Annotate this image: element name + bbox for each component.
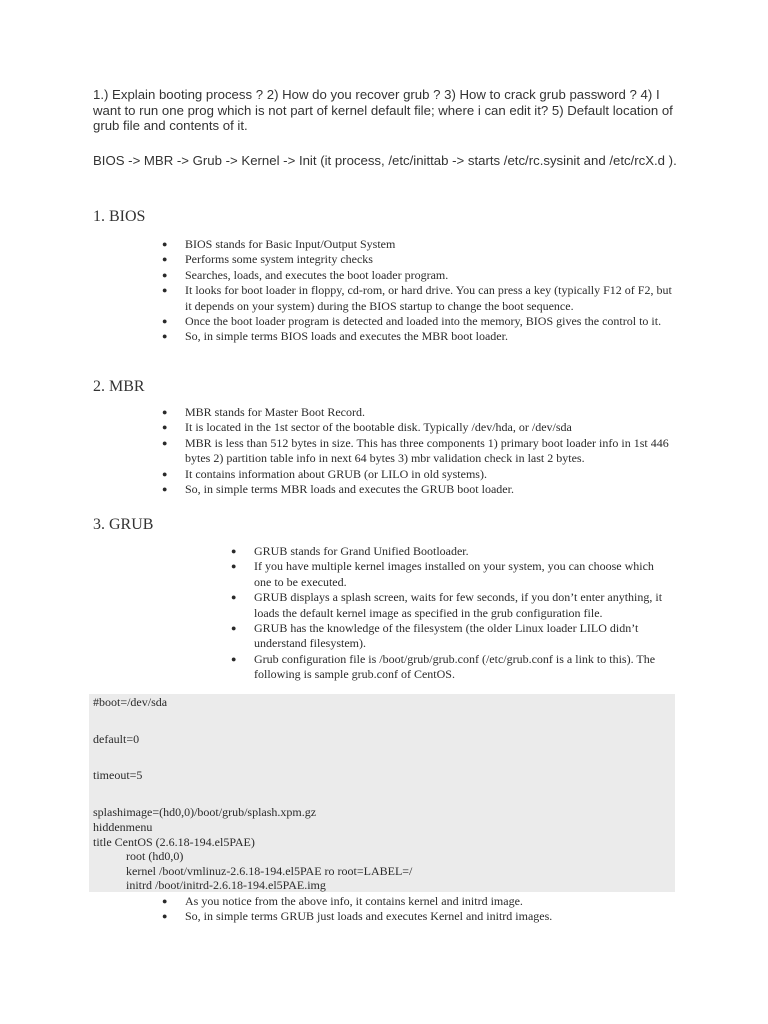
- bullet-icon: ●: [162, 437, 168, 448]
- grub-conf-code-block: [89, 694, 675, 892]
- code-line-default: default=0: [93, 732, 140, 746]
- bullet-icon: ●: [162, 239, 168, 249]
- grub-bullet-list: [231, 544, 674, 683]
- list-item: ● BIOS stands for Basic Input/Output System: [162, 237, 396, 251]
- bullet-icon: ●: [162, 468, 168, 479]
- bullet-icon: ●: [162, 407, 168, 417]
- code-line-hiddenmenu: hiddenmenu: [93, 820, 153, 834]
- bullet-icon: ●: [162, 285, 168, 296]
- bullet-icon: ●: [231, 592, 237, 603]
- code-line-root: root (hd0,0): [126, 849, 184, 863]
- section-heading-mbr: 2. MBR: [93, 378, 145, 395]
- bullet-icon: ●: [162, 331, 168, 342]
- section-heading-grub: 3. GRUB: [93, 516, 154, 533]
- code-line-kernel: kernel /boot/vmlinuz-2.6.18-194.el5PAE ro root=LABEL=/: [126, 864, 413, 878]
- bullet-icon: ●: [231, 561, 237, 572]
- code-line-title: title CentOS (2.6.18-194.el5PAE): [93, 835, 255, 849]
- bullet-icon: ●: [162, 484, 168, 495]
- list-item: ● So, in simple terms BIOS loads and executes the MBR boot loader.: [162, 329, 508, 344]
- bullet-icon: ●: [162, 316, 168, 327]
- code-line-boot: #boot=/dev/sda: [93, 695, 168, 709]
- list-item: ● If you have multiple kernel images installed on your system, you can choose which one to be executed.: [231, 559, 654, 589]
- list-item: ● GRUB stands for Grand Unified Bootloader.: [231, 544, 469, 558]
- list-item: ● As you notice from the above info, it contains kernel and initrd image.: [162, 894, 523, 908]
- list-item: ● It looks for boot loader in floppy, cd-rom, or hard drive. You can press a key (typically F12 of F2, but it depends on your system) during the BIOS startup to change the boot sequence.: [162, 283, 672, 313]
- list-item: ● It is located in the 1st sector of the bootable disk. Typically /dev/hda, or /dev/sda: [162, 420, 572, 435]
- list-item: ● MBR is less than 512 bytes in size. This has three components 1) primary boot loader info in 1st 446 bytes 2) partition table info in next 64 bytes 3) mbr validation check in last 2 bytes.: [162, 435, 669, 466]
- list-item: ● GRUB has the knowledge of the filesystem (the older Linux loader LILO didn’t understand filesystem).: [231, 621, 639, 651]
- list-item: ● Performs some system integrity checks: [162, 252, 373, 267]
- code-line-timeout: timeout=5: [93, 768, 143, 782]
- list-item: ● So, in simple terms MBR loads and executes the GRUB boot loader.: [162, 482, 514, 497]
- bios-bullet-list: [162, 237, 673, 345]
- bullet-icon: ●: [162, 422, 168, 433]
- list-item: ● Searches, loads, and executes the boot loader program.: [162, 267, 449, 282]
- bullet-icon: ●: [162, 911, 168, 922]
- intro-paragraph: 1.) Explain booting process ? 2) How do you recover grub ? 3) How to crack grub password ? 4) I want to run one prog which is not part of kernel default file; where i can edit it? 5) Default location of grub file and contents of it.: [93, 87, 673, 133]
- code-line-splashimage: splashimage=(hd0,0)/boot/grub/splash.xpm.gz: [93, 805, 317, 819]
- bullet-icon: ●: [162, 896, 168, 906]
- boot-sequence-paragraph: BIOS -> MBR -> Grub -> Kernel -> Init (it process, /etc/inittab -> starts /etc/rc.sysinit and /etc/rcX.d ).: [93, 153, 677, 168]
- bullet-icon: ●: [231, 623, 237, 634]
- bullet-icon: ●: [231, 546, 237, 556]
- list-item: ● MBR stands for Master Boot Record.: [162, 405, 365, 419]
- list-item: ● Once the boot loader program is detected and loaded into the memory, BIOS gives the control to it.: [162, 314, 662, 329]
- bullet-icon: ●: [162, 269, 168, 280]
- list-item: ● GRUB displays a splash screen, waits for few seconds, if you don’t enter anything, it loads the default kernel image as specified in the grub configuration file.: [231, 590, 663, 620]
- bullet-icon: ●: [162, 254, 168, 265]
- mbr-bullet-list: [162, 405, 675, 497]
- list-item: ● So, in simple terms GRUB just loads and executes Kernel and initrd images.: [162, 909, 553, 924]
- bullet-icon: ●: [231, 653, 237, 664]
- section-heading-bios: 1. BIOS: [93, 208, 146, 225]
- grub-after-list: [162, 894, 673, 925]
- list-item: ● It contains information about GRUB (or LILO in old systems).: [162, 466, 487, 481]
- list-item: ● Grub configuration file is /boot/grub/grub.conf (/etc/grub.conf is a link to this). The following is sample grub.conf of CentOS.: [231, 651, 656, 682]
- code-line-initrd: initrd /boot/initrd-2.6.18-194.el5PAE.img: [126, 878, 326, 892]
